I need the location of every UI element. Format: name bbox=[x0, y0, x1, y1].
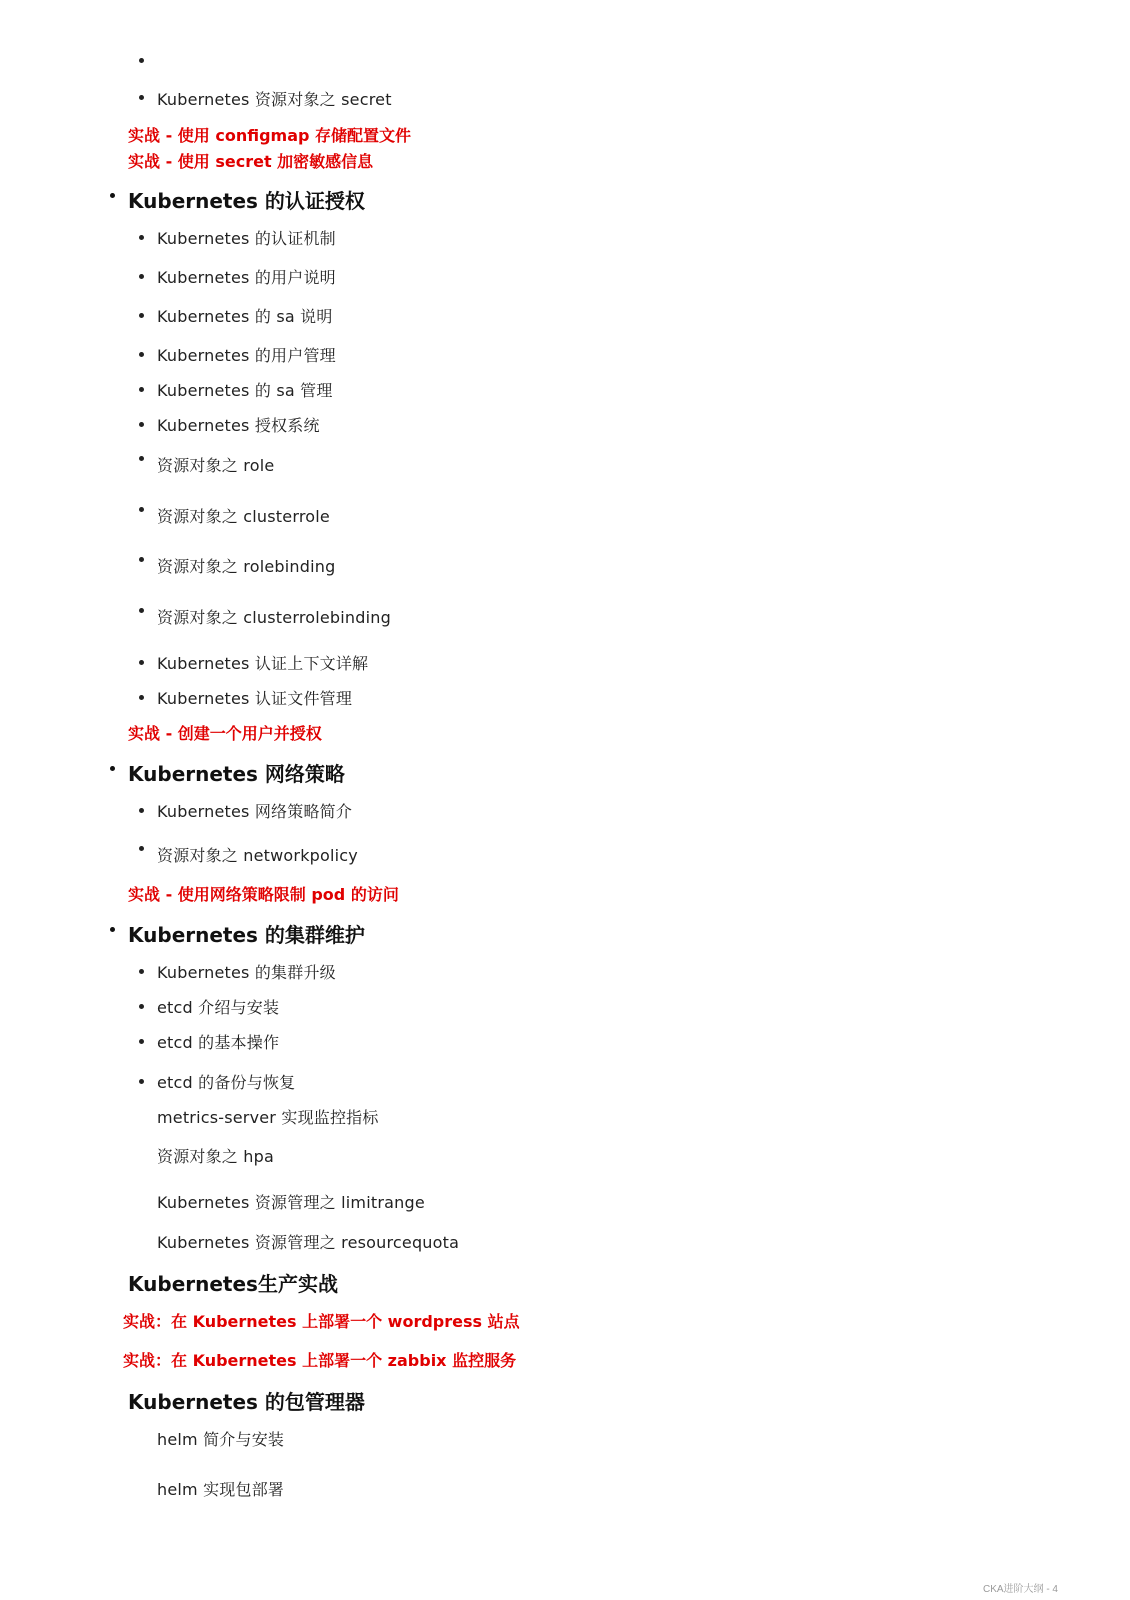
outline-subitem: etcd 的基本操作 bbox=[157, 1033, 280, 1052]
outline-subitem: Kubernetes 资源管理之 resourcequota bbox=[157, 1233, 460, 1252]
bullet bbox=[139, 608, 144, 613]
bullet bbox=[139, 660, 144, 665]
outline-subitem: 资源对象之 clusterrolebinding bbox=[157, 608, 391, 627]
bullet bbox=[139, 557, 144, 562]
bullet bbox=[139, 387, 144, 392]
lab-exercise: 实战：在 Kubernetes 上部署一个 wordpress 站点 bbox=[123, 1312, 520, 1331]
outline-subitem: Kubernetes 的认证机制 bbox=[157, 229, 336, 248]
outline-subitem: Kubernetes 资源对象之 secret bbox=[157, 90, 392, 109]
bullet bbox=[139, 352, 144, 357]
page-footer: CKA进阶大纲 - 4 bbox=[982, 1584, 1058, 1595]
outline-subitem: Kubernetes 的集群升级 bbox=[157, 963, 336, 982]
bullet bbox=[139, 456, 144, 461]
bullet bbox=[110, 766, 115, 771]
outline-subitem: 资源对象之 hpa bbox=[157, 1147, 274, 1166]
outline-subitem: Kubernetes 资源管理之 limitrange bbox=[157, 1193, 425, 1212]
outline-subitem: Kubernetes 授权系统 bbox=[157, 416, 320, 435]
outline-subitem: 资源对象之 clusterrole bbox=[157, 507, 330, 526]
outline-subitem: Kubernetes 的用户说明 bbox=[157, 268, 336, 287]
bullet bbox=[139, 95, 144, 100]
section-heading: Kubernetes 的集群维护 bbox=[128, 923, 365, 947]
bullet bbox=[139, 846, 144, 851]
bullet bbox=[139, 969, 144, 974]
lab-exercise: 实战：在 Kubernetes 上部署一个 zabbix 监控服务 bbox=[123, 1351, 517, 1370]
lab-exercise: 实战 - 创建一个用户并授权 bbox=[128, 724, 322, 743]
lab-exercise: 实战 - 使用 configmap 存储配置文件 bbox=[128, 126, 412, 145]
bullet bbox=[139, 695, 144, 700]
outline-subitem: 资源对象之 role bbox=[157, 456, 275, 475]
outline-subitem: 资源对象之 rolebinding bbox=[157, 557, 336, 576]
bullet bbox=[139, 1004, 144, 1009]
lab-exercise: 实战 - 使用网络策略限制 pod 的访问 bbox=[128, 885, 399, 904]
outline-subitem: Kubernetes 认证上下文详解 bbox=[157, 654, 369, 673]
section-heading: Kubernetes 的包管理器 bbox=[128, 1390, 365, 1414]
outline-subitem: etcd 的备份与恢复 bbox=[157, 1073, 296, 1092]
bullet bbox=[139, 58, 144, 63]
bullet bbox=[110, 193, 115, 198]
outline-subitem: Kubernetes 的用户管理 bbox=[157, 346, 336, 365]
outline-subitem: Kubernetes 网络策略简介 bbox=[157, 802, 353, 821]
bullet bbox=[139, 507, 144, 512]
outline-subitem: metrics-server 实现监控指标 bbox=[157, 1108, 379, 1127]
section-heading: Kubernetes 的认证授权 bbox=[128, 189, 365, 213]
outline-subitem: Kubernetes 的 sa 说明 bbox=[157, 307, 333, 326]
bullet bbox=[139, 235, 144, 240]
bullet bbox=[139, 1079, 144, 1084]
outline-subitem: Kubernetes 的 sa 管理 bbox=[157, 381, 333, 400]
lab-exercise: 实战 - 使用 secret 加密敏感信息 bbox=[128, 152, 374, 171]
bullet bbox=[139, 808, 144, 813]
outline-subitem: Kubernetes 认证文件管理 bbox=[157, 689, 353, 708]
bullet bbox=[139, 1039, 144, 1044]
outline-subitem: helm 实现包部署 bbox=[157, 1480, 285, 1499]
outline-subitem: etcd 介绍与安装 bbox=[157, 998, 280, 1017]
outline-subitem: 资源对象之 networkpolicy bbox=[157, 846, 358, 865]
section-heading: Kubernetes 网络策略 bbox=[128, 762, 345, 786]
bullet bbox=[110, 927, 115, 932]
bullet bbox=[139, 422, 144, 427]
section-heading: Kubernetes生产实战 bbox=[128, 1272, 338, 1296]
outline-subitem: helm 简介与安装 bbox=[157, 1430, 285, 1449]
bullet bbox=[139, 274, 144, 279]
bullet bbox=[139, 313, 144, 318]
